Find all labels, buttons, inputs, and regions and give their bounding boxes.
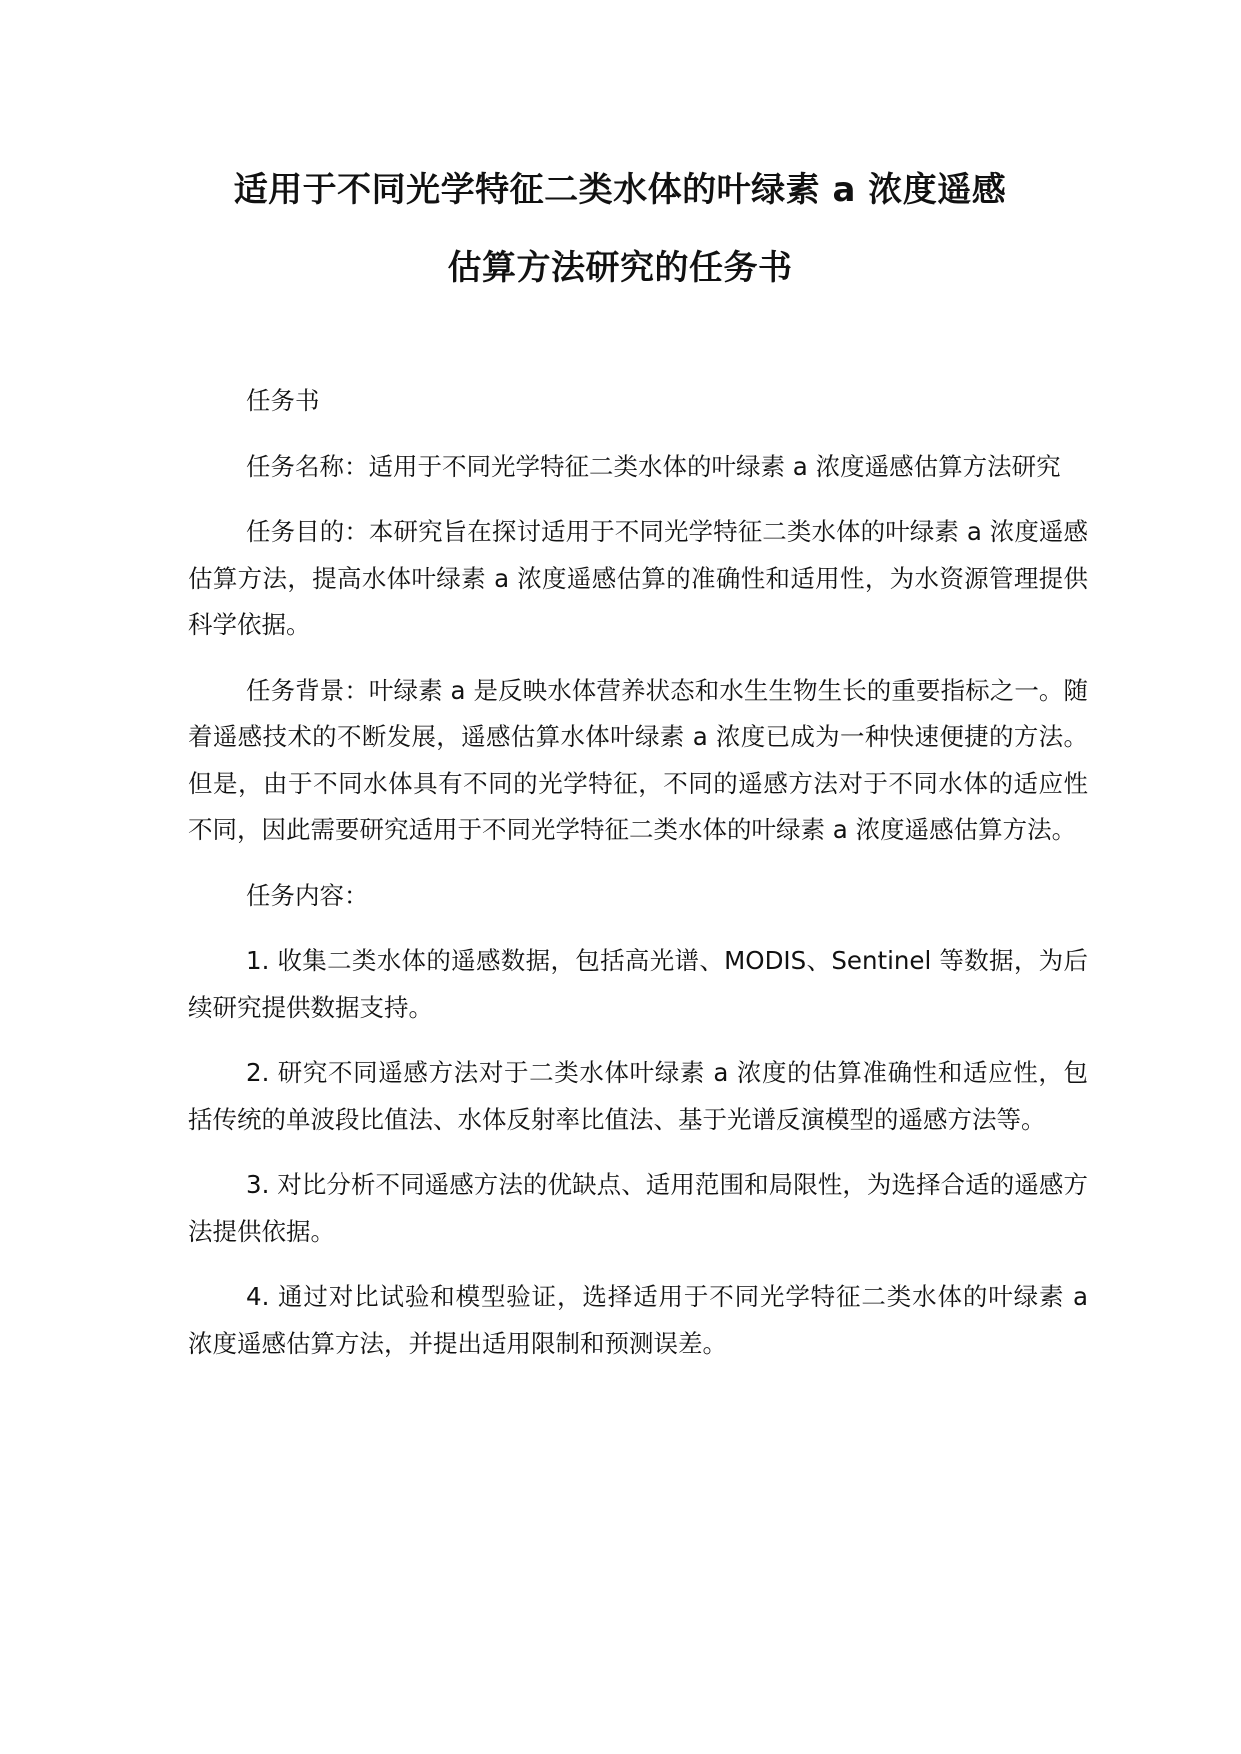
list-item-4: 4. 通过对比试验和模型验证，选择适用于不同光学特征二类水体的叶绿素 a 浓度遥感估算方法，并提出适用限制和预测误差。: [188, 1282, 1088, 1358]
list-item-3: 3. 对比分析不同遥感方法的优缺点、适用范围和局限性，为选择合适的遥感方法提供依据。: [188, 1170, 1088, 1246]
paragraph-task-name: 任务名称：适用于不同光学特征二类水体的叶绿素 a 浓度遥感估算方法研究: [246, 451, 1061, 481]
paragraph-task-content-heading: 任务内容：: [246, 880, 369, 910]
document-body: [188, 378, 1088, 1386]
title-line-2: 估算方法研究的任务书: [447, 248, 793, 288]
document-title: [150, 170, 1090, 288]
list-item-1: 1. 收集二类水体的遥感数据，包括高光谱、MODIS、Sentinel 等数据，为后续研究提供数据支持。: [188, 946, 1088, 1022]
paragraph-task-purpose: 任务目的：本研究旨在探讨适用于不同光学特征二类水体的叶绿素 a 浓度遥感估算方法，提高水体叶绿素 a 浓度遥感估算的准确性和适用性，为水资源管理提供科学依据。: [188, 517, 1088, 639]
paragraph-heading: 任务书: [246, 386, 320, 415]
title-line-1: 适用于不同光学特征二类水体的叶绿素 a 浓度遥感: [233, 170, 1007, 210]
paragraph-task-background: 任务背景：叶绿素 a 是反映水体营养状态和水生生物生长的重要指标之一。随着遥感技术的不断发展，遥感估算水体叶绿素 a 浓度已成为一种快速便捷的方法。但是，由于不同水体具有不同的光学特征，不同的遥感方法对于不同水体的适应性不同，因此需要研究适用于不同光学特征二类水体的叶绿素 a 浓度遥感估算方法。: [188, 675, 1088, 844]
list-item-2: 2. 研究不同遥感方法对于二类水体叶绿素 a 浓度的估算准确性和适应性，包括传统的单波段比值法、水体反射率比值法、基于光谱反演模型的遥感方法等。: [188, 1058, 1088, 1134]
